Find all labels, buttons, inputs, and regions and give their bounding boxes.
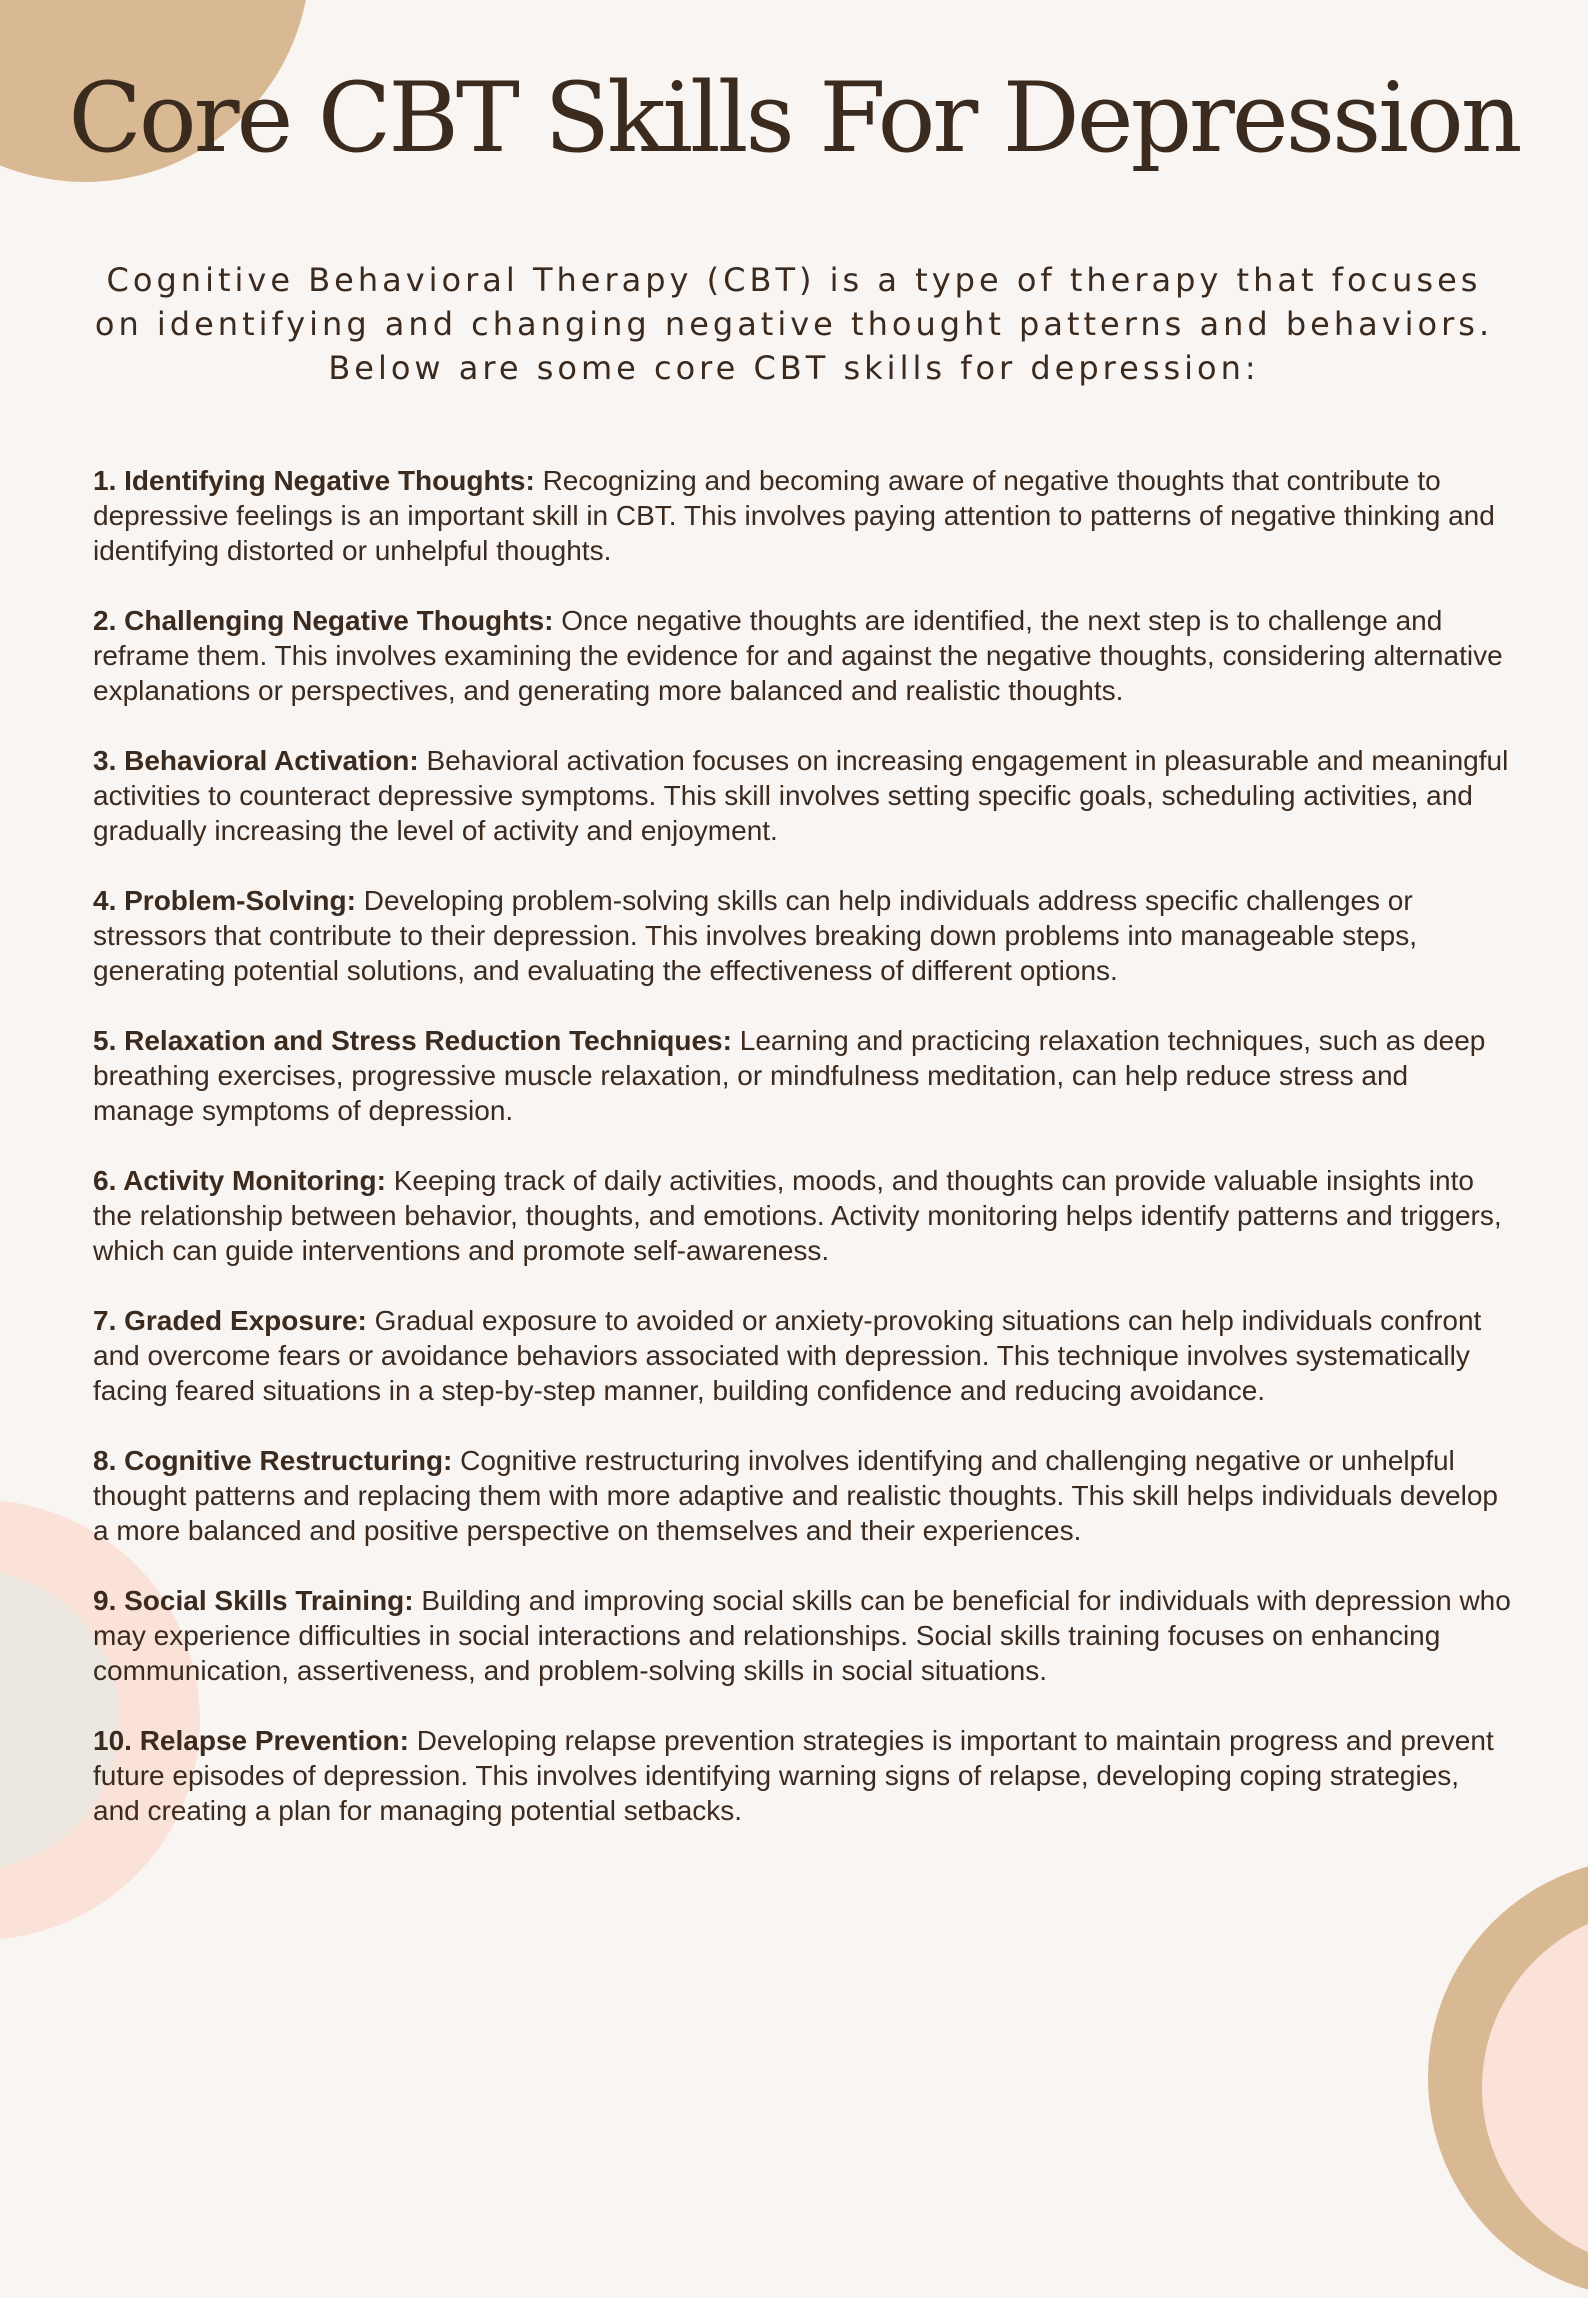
skill-description: Behavioral activation focuses on increasing engagement in pleasurable and meaningful activities to counteract depressive symptoms. This skill involves setting specific goals, scheduling activities, and gradually increasing the level of activity and enjoyment.	[93, 745, 1509, 846]
skills-list	[93, 463, 1513, 1863]
skill-description: Cognitive restructuring involves identifying and challenging negative or unhelpful thought patterns and replacing them with more adaptive and realistic thoughts. This skill helps individuals develop a more balanced and positive perspective on themselves and their experiences.	[93, 1445, 1498, 1546]
skill-item-6	[93, 1163, 1513, 1268]
skill-description: Keeping track of daily activities, moods, and thoughts can provide valuable insights into the relationship between behavior, thoughts, and emotions. Activity monitoring helps identify patterns and triggers, which can guide interventions and promote self-awareness.	[93, 1165, 1502, 1266]
skill-title: 10. Relapse Prevention:	[93, 1725, 409, 1756]
skill-description: Gradual exposure to avoided or anxiety-provoking situations can help individuals confront and overcome fears or avoidance behaviors associated with depression. This technique involves systematically facing feared situations in a step-by-step manner, building confidence and reducing avoidance.	[93, 1305, 1482, 1406]
skill-item-3	[93, 743, 1513, 848]
skill-title: 1. Identifying Negative Thoughts:	[93, 465, 535, 496]
skill-item-8	[93, 1443, 1513, 1548]
skill-item-7	[93, 1303, 1513, 1408]
skill-item-2	[93, 603, 1513, 708]
skill-item-4	[93, 883, 1513, 988]
skill-title: 2. Challenging Negative Thoughts:	[93, 605, 554, 636]
skill-title: 9. Social Skills Training:	[93, 1585, 414, 1616]
skill-description: Learning and practicing relaxation techniques, such as deep breathing exercises, progressive muscle relaxation, or mindfulness meditation, can help reduce stress and manage symptoms of depression.	[93, 1025, 1486, 1126]
intro-paragraph: Cognitive Behavioral Therapy (CBT) is a type of therapy that focuses on identifying and changing negative thought patterns and behaviors. Below are some core CBT skills for depression:	[94, 261, 1494, 387]
skill-description: Developing problem-solving skills can help individuals address specific challenges or stressors that contribute to their depression. This involves breaking down problems into manageable steps, generating potential solutions, and evaluating the effectiveness of different options.	[93, 885, 1417, 986]
skill-description: Building and improving social skills can be beneficial for individuals with depression who may experience difficulties in social interactions and relationships. Social skills training focuses on enhancing communication, assertiveness, and problem-solving skills in social situations.	[93, 1585, 1511, 1686]
page-title: Core CBT Skills For Depression	[68, 62, 1520, 174]
skill-title: 8. Cognitive Restructuring:	[93, 1445, 453, 1476]
skill-title: 7. Graded Exposure:	[93, 1305, 367, 1336]
skill-title: 6. Activity Monitoring:	[93, 1165, 386, 1196]
skill-title: 4. Problem-Solving:	[93, 885, 356, 916]
skill-item-9	[93, 1583, 1513, 1688]
skill-description: Once negative thoughts are identified, the next step is to challenge and reframe them. This involves examining the evidence for and against the negative thoughts, considering alternative explanations or perspectives, and generating more balanced and realistic thoughts.	[93, 605, 1503, 706]
skill-title: 5. Relaxation and Stress Reduction Techniques:	[93, 1025, 732, 1056]
skill-item-10	[93, 1723, 1513, 1828]
skill-description: Developing relapse prevention strategies is important to maintain progress and prevent future episodes of depression. This involves identifying warning signs of relapse, developing coping strategies, and creating a plan for managing potential setbacks.	[93, 1725, 1494, 1826]
skill-description: Recognizing and becoming aware of negative thoughts that contribute to depressive feelings is an important skill in CBT. This involves paying attention to patterns of negative thinking and identifying distorted or unhelpful thoughts.	[93, 465, 1495, 566]
skill-title: 3. Behavioral Activation:	[93, 745, 419, 776]
skill-item-1	[93, 463, 1513, 568]
skill-item-5	[93, 1023, 1513, 1128]
